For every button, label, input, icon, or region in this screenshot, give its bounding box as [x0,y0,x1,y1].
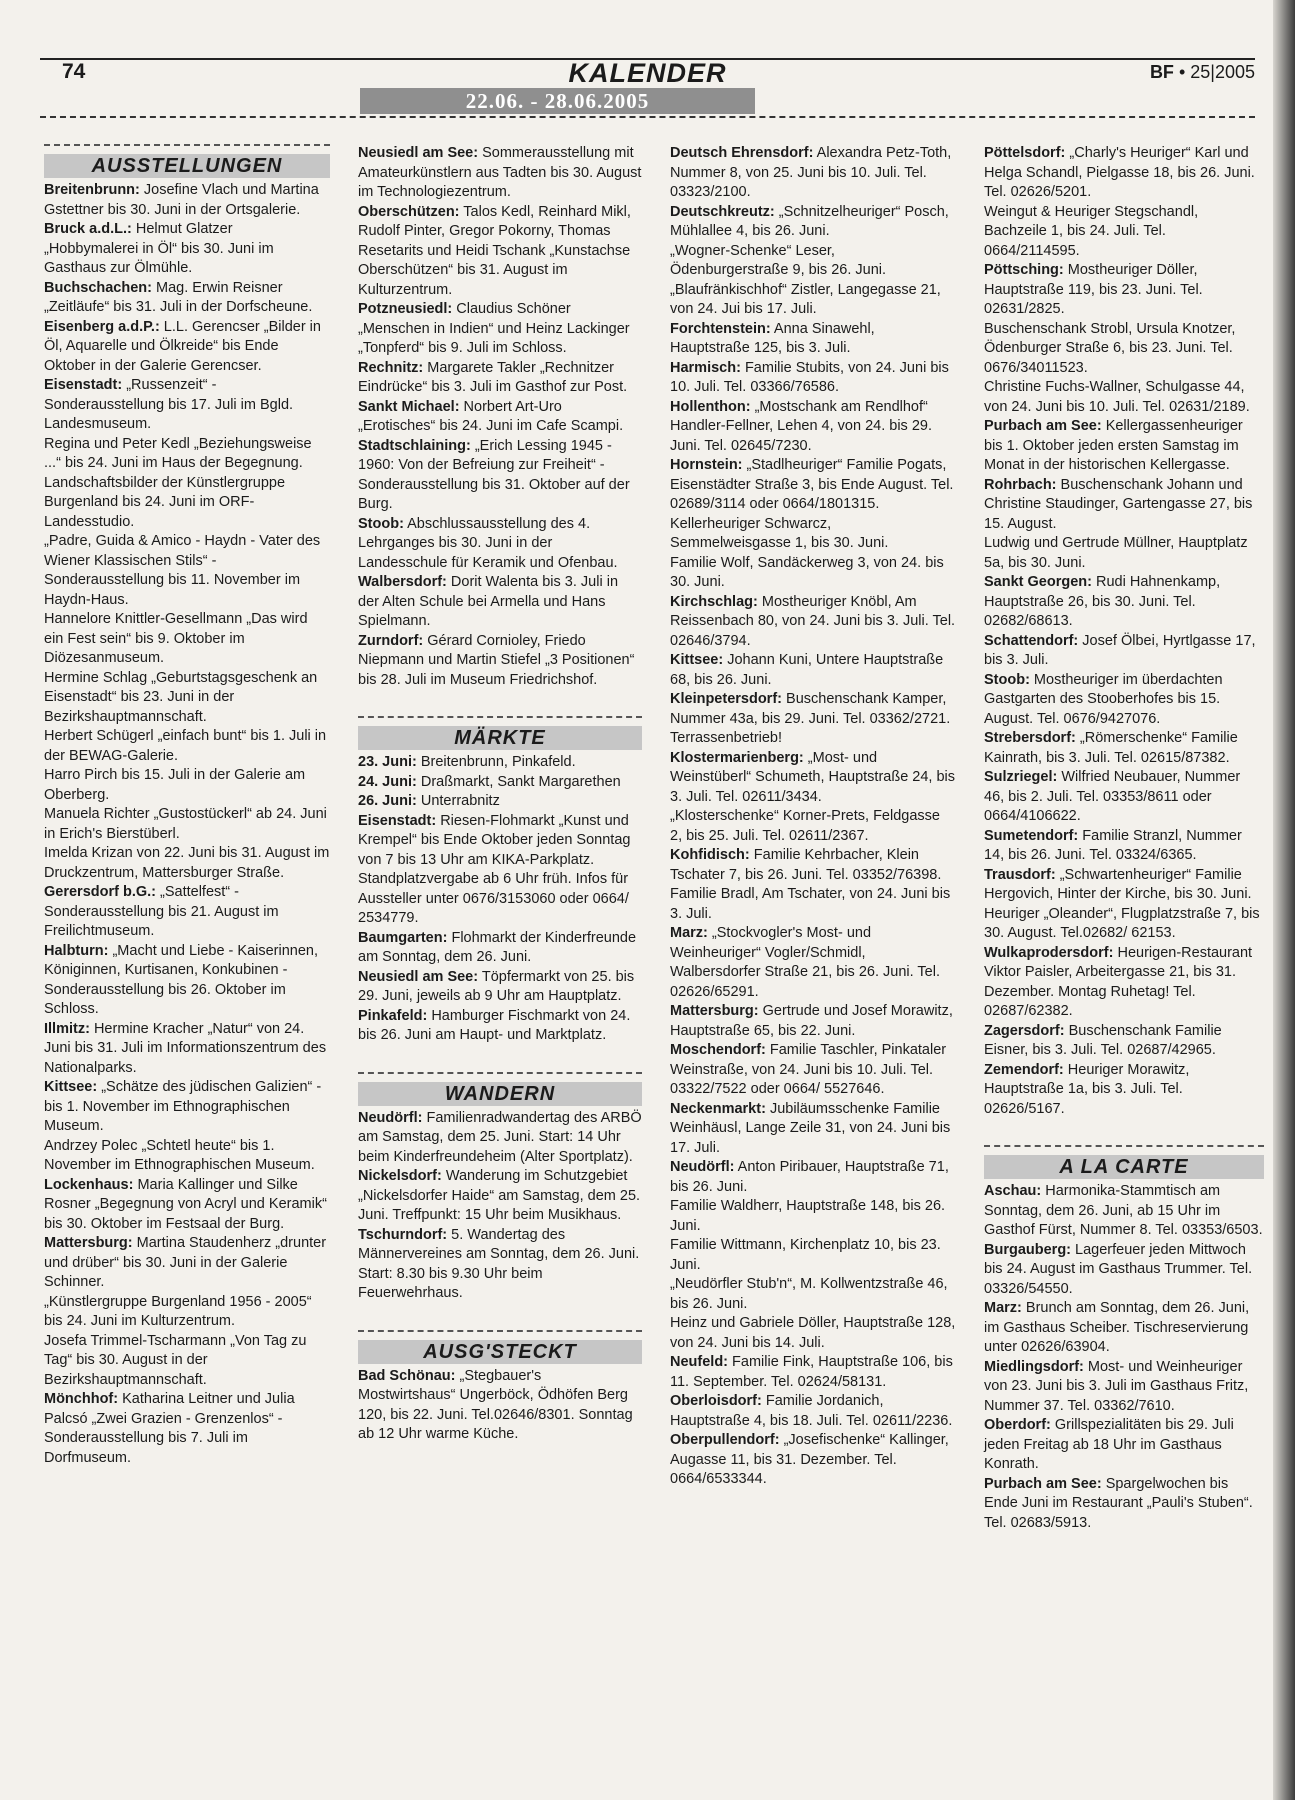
entry-place: Nickelsdorf: [358,1168,442,1184]
entry-place: Mönchhof: [44,1391,119,1407]
entry-place: 26. Juni: [358,793,417,809]
entry-text: „Josefischenke“ Kallinger, Augasse 11, bis 31. Dezember. Tel. 0664/6533344. [670,1432,949,1487]
entry-text: Buschenschank Johann und Christine Staudinger, Gartengasse 27, bis 15. August. [984,476,1253,532]
calendar-entry [44,1332,330,1391]
section-ausgsteckt [358,1330,642,1364]
entry-text: „Wogner-Schenke“ Leser, Ödenburgerstraße 9, bis 26. Juni. [670,242,887,278]
calendar-entry [670,398,956,457]
entry-text: Wilfried Neubauer, Nummer 46, bis 2. Juli. Tel. 03353/8611 oder 0664/4106622. [984,769,1241,824]
calendar-entry [358,1367,642,1445]
calendar-entry [44,435,330,474]
section-maerkte [358,716,642,750]
entry-place: Tschurndorf: [358,1226,448,1243]
column-1 [44,144,330,1468]
entry-text: Margarete Takler „Rechnitzer Eindrücke“ bis 3. Juli im Gasthof zur Post. [358,359,628,395]
entry-place: Marz: [984,1300,1022,1316]
calendar-entry [984,476,1264,535]
entry-place: Kittsee: [670,652,724,668]
entry-text: Gérard Cornioley, Friedo Niepmann und Martin Stiefel „3 Positionen“ bis 28. Juli im Museum Friedrichshof. [358,632,635,688]
entry-text: Talos Kedl, Reinhard Mikl, Rudolf Pinter, Gregor Pokorny, Thomas Resetarits und Heidi Tschank „Kunstachse Oberschützen“ bis 31. August im Kulturzentrum. [358,203,631,298]
entry-place: Neckenmarkt: [670,1100,766,1117]
entry-text: Familie Wolf, Sandäckerweg 3, von 24. bis 30. Juni. [670,554,944,590]
date-range: 22.06. - 28.06.2005 [360,88,755,114]
calendar-entry [670,593,956,652]
issue-number: • 25|2005 [1178,62,1255,82]
entry-place: Rohrbach: [984,476,1057,493]
entry-place: Mattersburg: [44,1235,133,1251]
entry-text: „Schätze des jüdischen Galizien“ - bis 1. November im Ethnographischen Museum. [44,1079,322,1134]
calendar-entry [44,610,330,669]
entry-place: Gerersdorf b.G.: [44,884,156,900]
calendar-entry [358,968,642,1007]
entry-place: Stoob: [984,671,1030,688]
calendar-entry [984,866,1264,905]
calendar-entry [44,376,330,435]
entry-place: Rechnitz: [358,359,424,376]
entry-text: Familie Bradl, Am Tschater, von 24. Juni bis 3. Juli. [670,886,951,922]
calendar-entry [358,753,642,773]
entry-text: Spargelwochen bis Ende Juni im Restaurant „Pauli's Stuben“. Tel. 02683/5913. [984,1475,1253,1531]
entry-text: Ludwig und Gertrude Müllner, Hauptplatz 5a, bis 30. Juni. [984,535,1248,571]
entry-text: Grillspezialitäten bis 29. Juli jeden Freitag ab 18 Uhr im Gasthaus Konrath. [984,1417,1234,1472]
entry-place: Eisenberg a.d.P.: [44,318,160,335]
entry-text: Hannelore Knittler-Gesellmann „Das wird ein Fest sein“ bis 9. Oktober im Diözesanmuseum. [44,611,308,666]
calendar-entry [44,279,330,318]
entry-text: Töpfermarkt von 25. bis 29. Juni, jeweils ab 9 Uhr am Hauptplatz. [358,968,635,1004]
header-divider [40,116,1255,118]
calendar-entry [984,1475,1264,1534]
entry-text: L.L. Gerencser „Bilder in Öl, Aquarelle und Ölkreide“ bis Ende Oktober in der Galerie Gerencser. [44,318,321,374]
entry-place: Sankt Michael: [358,398,460,415]
entry-text: Familie Taschler, Pinkataler Weinstraße, von 24. Juni bis 10. Juli. Tel. 03322/7522 oder 0664/ 5527646. [670,1042,947,1097]
entry-list [358,144,642,690]
entry-place: Neusiedl am See: [358,968,479,985]
entry-place: Eisenstadt: [358,812,437,829]
entry-place: Miedlingsdorf: [984,1358,1084,1375]
entry-text: Christine Fuchs-Wallner, Schulgasse 44, von 24. Juni bis 10. Juli. Tel. 02631/2189. [984,379,1250,415]
entry-text: Breitenbrunn, Pinkafeld. [416,754,576,770]
entry-text: „Padre, Guida & Amico - Haydn - Vater des Wiener Klassischen Stils“ - Sonderausstellung bis 11. November im Haydn-Haus. [44,533,321,608]
calendar-entry [44,318,330,377]
entry-place: Kohfidisch: [670,847,750,863]
entry-place: Walbersdorf: [358,574,447,590]
calendar-entry [44,844,330,883]
entry-place: 23. Juni: [358,754,417,770]
entry-text: Abschlussausstellung des 4. Lehrganges bis 30. Juni in der Landesschule für Keramik und Ofenbau. [358,515,618,571]
page-edge-shadow [1273,0,1295,1800]
entry-place: Buchschachen: [44,279,152,296]
entry-place: Klostermarienberg: [670,749,804,766]
entry-text: Manuela Richter „Gustostückerl“ ab 24. Juni in Erich's Bierstüberl. [44,806,327,842]
entry-text: „Russenzeit“ - Sonderausstellung bis 17. Juli im Bgld. Landesmuseum. [44,377,294,432]
entry-place: Neusiedl am See: [358,145,479,161]
calendar-entry [670,690,956,749]
entry-place: Oberpullendorf: [670,1432,780,1448]
calendar-entry [670,846,956,885]
calendar-entry [670,651,956,690]
entry-text: Mostheuriger Döller, Hauptstraße 119, bis 23. Juni. Tel. 02631/2825. [984,262,1203,317]
entry-place: Neufeld: [670,1354,728,1370]
calendar-entry [984,417,1264,476]
entry-text: Sommerausstellung mit Amateurkünstlern aus Tadten bis 30. August im Technologiezentrum. [358,145,642,200]
entry-text: Heinz und Gabriele Döller, Hauptstraße 128, von 24. Juni bis 14. Juli. [670,1315,956,1351]
calendar-entry [670,1158,956,1197]
entry-text: Josefa Trimmel-Tscharmann „Von Tag zu Tag“ bis 30. August in der Bezirkshauptmannschaft. [44,1332,307,1388]
entry-place: Strebersdorf: [984,730,1076,746]
entry-place: Baumgarten: [358,929,448,946]
page-number: 74 [62,60,86,83]
entry-place: Zurndorf: [358,632,424,649]
entry-place: Lockenhaus: [44,1176,134,1193]
calendar-entry [984,1358,1264,1417]
calendar-entry [984,1241,1264,1300]
calendar-entry [984,1022,1264,1061]
calendar-entry [670,144,956,203]
calendar-entry [358,792,642,812]
calendar-entry [670,1236,956,1275]
entry-text: Flohmarkt der Kinderfreunde am Sonntag, dem 26. Juni. [358,929,637,965]
entry-place: Purbach am See: [984,418,1102,434]
entry-place: Sumetendorf: [984,827,1079,844]
entry-text: Maria Kallinger und Silke Rosner „Begegnung von Acryl und Keramik“ bis 30. Oktober im Festsaal der Burg. [44,1176,327,1232]
entry-text: Josef Ölbei, Hyrtlgasse 17, bis 3. Juli. [984,632,1256,668]
entry-text: Familie Stranzl, Nummer 14, bis 26. Juni. Tel. 03324/6365. [984,827,1242,863]
section-heading: MÄRKTE [358,726,642,750]
calendar-entry [984,573,1264,632]
entry-text: Most- und Weinheuriger von 23. Juni bis 3. Juli im Gasthaus Fritz, Nummer 37. Tel. 03362/7610. [984,1358,1249,1414]
calendar-entry [358,1167,642,1226]
calendar-entry [358,398,642,437]
calendar-entry [670,1100,956,1159]
entry-text: Gertrude und Josef Morawitz, Hauptstraße 65, bis 22. Juni. [670,1003,953,1039]
entry-text: Martina Staudenherz „drunter und drüber“ bis 30. Juni in der Galerie Schinner. [44,1235,327,1290]
entry-place: Breitenbrunn: [44,182,140,198]
section-wandern [358,1072,642,1106]
calendar-entry [358,437,642,515]
entry-text: „Most- und Weinstüberl“ Schumeth, Hauptstraße 24, bis 3. Juli. Tel. 02611/3434. [670,749,956,805]
entry-place: Mattersburg: [670,1003,759,1019]
entry-text: Kellergassenheuriger bis 1. Oktober jeden ersten Samstag im Monat in der historischen Kellergasse. [984,418,1243,473]
entry-text: Landschaftsbilder der Künstlergruppe Burgenland bis 24. Juni im ORF-Landesstudio. [44,474,286,530]
entry-place: Forchtenstein: [670,320,771,337]
entry-text: „Mostschank am Rendlhof“ Handler-Fellner, Lehen 4, von 24. bis 29. Juni. Tel. 02645/7230. [670,398,932,454]
column-2 [358,144,642,1445]
calendar-entry [984,378,1264,417]
entry-place: Oberdorf: [984,1417,1051,1433]
calendar-entry [44,805,330,844]
entry-text: Claudius Schöner „Menschen in Indien“ und Heinz Lackinger „Tonpferd“ bis 9. Juli im Schloss. [358,301,630,356]
entry-text: Brunch am Sonntag, dem 26. Juni, im Gasthaus Scheiber. Tischreservierung unter 02626/63904. [984,1300,1250,1355]
section-heading: A LA CARTE [984,1155,1264,1179]
entry-list [358,1109,642,1304]
entry-place: Moschendorf: [670,1042,766,1058]
entry-text: Helmut Glatzer „Hobbymalerei in Öl“ bis 30. Juni im Gasthaus zur Ölmühle. [44,221,274,276]
entry-text: „Schwartenheuriger“ Familie Hergovich, Hinter der Kirche, bis 30. Juni. [984,866,1252,902]
entry-text: „Stadlheuriger“ Familie Pogats, Eisenstädter Straße 3, bis Ende August. Tel. 02689/3114 oder 0664/1801315. [670,457,954,512]
entry-text: Wanderung im Schutzgebiet „Nickelsdorfer Haide“ am Samstag, dem 25. Juni. Treffpunkt: 15 Uhr beim Musikhaus. [358,1168,641,1223]
calendar-entry [984,261,1264,320]
calendar-entry [44,532,330,610]
calendar-entry [984,632,1264,671]
entry-text: Regina und Peter Kedl „Beziehungsweise ...“ bis 24. Juni im Haus der Begegnung. [44,435,312,471]
entry-text: „Klosterschenke“ Korner-Prets, Feldgasse 2, bis 25. Juli. Tel. 02611/2367. [670,808,940,844]
entry-text: Alexandra Petz-Toth, Nummer 8, von 25. Juni bis 10. Juli. Tel. 03323/2100. [670,145,952,200]
entry-place: Illmitz: [44,1020,90,1037]
calendar-entry [44,1137,330,1176]
entry-text: Buschenschank Kamper, Nummer 43a, bis 29. Juni. Tel. 03362/2721. Terrassenbetrieb! [670,691,951,746]
entry-place: Aschau: [984,1183,1042,1199]
entry-text: Familie Fink, Hauptstraße 106, bis 11. September. Tel. 02624/58131. [670,1354,953,1390]
calendar-entry [984,144,1264,203]
entry-list [44,181,330,1468]
entry-text: „Künstlergruppe Burgenland 1956 - 2005“ bis 24. Juni im Kulturzentrum. [44,1293,312,1329]
calendar-entry [670,242,956,281]
entry-place: Deutschkreutz: [670,203,775,220]
calendar-entry [44,1390,330,1468]
calendar-entry [44,181,330,220]
entry-text: Familie Waldherr, Hauptstraße 148, bis 26. Juni. [670,1198,946,1234]
entry-text: „Stegbauer's Mostwirtshaus“ Ungerböck, Ödhöfen Berg 120, bis 22. Juni. Tel.02646/8301. Sonntag ab 12 Uhr warme Küche. [358,1367,633,1442]
entry-text: Mostheuriger Knöbl, Am Reissenbach 80, von 24. Juni bis 3. Juli. Tel. 02646/3794. [670,593,956,649]
section-title: KALENDER [568,58,727,88]
calendar-entry [984,827,1264,866]
entry-text: Hamburger Fischmarkt von 24. bis 26. Juni am Haupt- und Marktplatz. [358,1007,631,1043]
calendar-entry [358,515,642,574]
entry-place: Stadtschlaining: [358,437,471,454]
entry-text: Familie Jordanich, Hauptstraße 4, bis 18. Juli. Tel. 02611/2236. [670,1393,953,1429]
entry-place: Schattendorf: [984,632,1079,649]
issue-info [1150,62,1255,83]
entry-text: Andrzey Polec „Schtetl heute“ bis 1. November im Ethnographischen Museum. [44,1137,315,1173]
entry-text: Josefine Vlach und Martina Gstettner bis 30. Juni in der Ortsgalerie. [44,182,319,218]
entry-text: Harro Pirch bis 15. Juli in der Galerie am Oberberg. [44,767,306,803]
entry-text: Heuriger Morawitz, Hauptstraße 1a, bis 3. Juli. Tel. 02626/5167. [984,1061,1190,1117]
entry-place: Kirchschlag: [670,593,758,610]
calendar-entry [358,773,642,793]
entry-text: Jubiläumsschenke Familie Weinhäusl, Lange Zeile 31, von 24. Juni bis 17. Juli. [670,1100,951,1156]
calendar-entry [670,1197,956,1236]
section-heading: WANDERN [358,1082,642,1106]
calendar-entry [44,1176,330,1235]
column-3 [670,144,956,1490]
entry-text: „Neudörfler Stub'n“, M. Kollwentzstraße 46, bis 26. Juni. [670,1276,948,1312]
calendar-entry [670,924,956,1002]
entry-text: Familie Wittmann, Kirchenplatz 10, bis 23. Juni. [670,1237,941,1273]
calendar-entry [670,359,956,398]
entry-place: Hornstein: [670,457,743,473]
entry-place: Zagersdorf: [984,1022,1065,1039]
entry-place: 24. Juni: [358,773,417,790]
calendar-entry [984,729,1264,768]
brand: BF [1149,62,1174,82]
entry-list [984,1182,1264,1533]
entry-place: Halbturn: [44,942,109,959]
entry-text: 5. Wandertag des Männervereines am Sonntag, dem 26. Juni. Start: 8.30 bis 9.30 Uhr beim Feuerwehrhaus. [358,1226,640,1301]
entry-place: Neudörfl: [358,1109,423,1126]
entry-place: Sulzriegel: [984,769,1058,785]
entry-text: Draßmarkt, Sankt Margarethen [416,773,621,790]
section-heading: AUSG'STECKT [358,1340,642,1364]
calendar-entry [670,1002,956,1041]
entry-place: Purbach am See: [984,1475,1102,1492]
calendar-entry [984,320,1264,379]
calendar-entry [358,300,642,359]
calendar-entry [44,474,330,533]
calendar-entry [358,144,642,203]
entry-place: Deutsch Ehrensdorf: [670,145,814,161]
calendar-entry [670,1275,956,1314]
entry-text: Katharina Leitner und Julia Palcsó „Zwei Grazien - Grenzenlos“ - Sonderausstellung bis 7. Juli im Dorfmuseum. [44,1391,295,1466]
calendar-entry [44,727,330,766]
entry-text: „Römerschenke“ Familie Kainrath, bis 3. Juli. Tel. 02615/87382. [984,730,1238,766]
calendar-entry [984,1416,1264,1475]
calendar-entry [984,1182,1264,1241]
calendar-entry [670,203,956,242]
calendar-entry [670,1353,956,1392]
entry-place: Zemendorf: [984,1061,1064,1078]
calendar-entry [44,669,330,728]
entry-place: Oberschützen: [358,203,460,220]
calendar-entry [44,942,330,1020]
calendar-entry [358,812,642,929]
calendar-entry [44,883,330,942]
page-header [40,58,1255,88]
calendar-entry [358,359,642,398]
calendar-entry [984,203,1264,262]
entry-text: „Stockvogler's Most- und Weinheuriger“ Vogler/Schmidl, Walbersdorfer Straße 21, bis 26. Juni. Tel. 02626/65291. [670,925,940,1000]
calendar-entry [670,749,956,808]
entry-text: Heuriger „Oleander“, Flugplatzstraße 7, bis 30. August. Tel.02682/ 62153. [984,905,1260,941]
entry-text: Lagerfeuer jeden Mittwoch bis 24. August im Gasthaus Trummer. Tel. 03326/54550. [984,1241,1253,1297]
entry-text: Unterrabnitz [416,793,500,809]
calendar-entry [670,1392,956,1431]
entry-list [984,144,1264,1119]
entry-place: Marz: [670,925,708,941]
section-heading: AUSSTELLUNGEN [44,154,330,178]
entry-text: Familienradwandertag des ARBÖ am Samstag, dem 25. Juni. Start: 14 Uhr beim Kinderfreundeheim (Alter Sportplatz). [358,1109,642,1165]
entry-text: Harmonika-Stammtisch am Sonntag, dem 26. Juni, ab 15 Uhr im Gasthof Fürst, Nummer 8. Tel. 03353/6503. [984,1183,1263,1238]
section-ausstellungen [44,144,330,178]
calendar-entry [44,1020,330,1079]
entry-place: Wulkaprodersdorf: [984,944,1114,961]
entry-text: Anna Sinawehl, Hauptstraße 125, bis 3. Juli. [670,320,875,356]
calendar-entry [670,456,956,515]
entry-text: Buschenschank Strobl, Ursula Knotzer, Ödenburger Straße 6, bis 23. Juni. Tel. 0676/34011523. [984,320,1236,376]
entry-place: Hollenthon: [670,398,751,415]
calendar-entry [358,632,642,691]
calendar-entry [358,1007,642,1046]
entry-text: Mag. Erwin Reisner „Zeitläufe“ bis 31. Juli in der Dorfscheune. [44,279,313,315]
entry-text: Dorit Walenta bis 3. Juli in der Alten Schule bei Armella und Hans Spielmann. [358,574,619,629]
calendar-entry [984,944,1264,1022]
section-a-la-carte [984,1145,1264,1179]
entry-text: „Macht und Liebe - Kaiserinnen, Königinnen, Kurtisanen, Konkubinen - Sonderausstellung bis 26. Oktober im Schloss. [44,942,319,1017]
entry-place: Neudörfl: [670,1159,735,1175]
entry-place: Potzneusiedl: [358,301,453,317]
entry-place: Pöttsching: [984,262,1064,278]
calendar-entry [44,1234,330,1293]
entry-place: Oberloisdorf: [670,1393,762,1409]
calendar-entry [670,885,956,924]
calendar-entry [670,1431,956,1490]
calendar-entry [670,807,956,846]
calendar-entry [670,554,956,593]
entry-place: Eisenstadt: [44,377,123,393]
calendar-entry [358,573,642,632]
entry-text: „Blaufränkischhof“ Zistler, Langegasse 21, von 24. Jui bis 17. Juli. [670,281,941,317]
calendar-entry [984,671,1264,730]
calendar-entry [670,515,956,554]
calendar-entry [670,1041,956,1100]
entry-place: Stoob: [358,515,404,532]
entry-place: Sankt Georgen: [984,574,1092,590]
calendar-entry [984,1299,1264,1358]
column-4 [984,144,1264,1533]
entry-text: „Erich Lessing 1945 - 1960: Von der Befreiung zur Freiheit“ - Sonderausstellung bis 31. Oktober auf der Burg. [358,437,630,512]
entry-place: Harmisch: [670,359,741,376]
entry-text: Weingut & Heuriger Stegschandl, Bachzeile 1, bis 24. Juli. Tel. 0664/2114595. [984,203,1199,259]
entry-text: Anton Piribauer, Hauptstraße 71, bis 26. Juni. [670,1159,949,1195]
entry-text: Familie Stubits, von 24. Juni bis 10. Juli. Tel. 03366/76586. [670,359,949,395]
calendar-entry [984,1061,1264,1120]
entry-text: Riesen-Flohmarkt „Kunst und Krempel“ bis Ende Oktober jeden Sonntag von 7 bis 13 Uhr am KIKA-Parkplatz. Standplatzvergabe ab 6 Uhr früh. Infos für Aussteller unter 0676/3153060 oder 0664/ 2534779. [358,812,631,926]
entry-text: Mostheuriger im überdachten Gastgarten des Stooberhofes bis 15. August. Tel. 0676/9427076. [984,671,1223,727]
entry-place: Kleinpetersdorf: [670,691,782,707]
entry-place: Burgauberg: [984,1241,1071,1258]
calendar-entry [984,768,1264,827]
calendar-entry [358,1226,642,1304]
entry-list [358,1367,642,1445]
entry-place: Bad Schönau: [358,1367,456,1384]
entry-text: Hermine Schlag „Geburtstagsgeschenk an Eisenstadt“ bis 23. Juni in der Bezirkshauptmannschaft. [44,669,318,725]
entry-text: „Charly's Heuriger“ Karl und Helga Schandl, Pielgasse 18, bis 26. Juni. Tel. 02626/5201. [984,145,1255,200]
entry-text: Johann Kuni, Untere Hauptstraße 68, bis 26. Juni. [670,652,944,688]
entry-place: Bruck a.d.L.: [44,221,132,237]
entry-place: Pöttelsdorf: [984,145,1066,161]
entry-text: „Sattelfest“ - Sonderausstellung bis 21. August im Freilichtmuseum. [44,884,279,939]
entry-text: Hermine Kracher „Natur“ von 24. Juni bis 31. Juli im Informationszentrum des Nationalparks. [44,1020,327,1076]
calendar-entry [984,905,1264,944]
entry-text: Heurigen-Restaurant Viktor Paisler, Arbeitergasse 21, bis 31. Dezember. Montag Ruhetag! Tel. 02687/62382. [984,944,1253,1019]
entry-text: Rudi Hahnenkamp, Hauptstraße 26, bis 30. Juni. Tel. 02682/68613. [984,574,1221,629]
calendar-entry [358,1109,642,1168]
entry-text: „Schnitzelheuriger“ Posch, Mühlallee 4, bis 26. Juni. [670,203,949,239]
calendar-entry [44,766,330,805]
entry-text: Kellerheuriger Schwarcz, Semmelweisgasse 1, bis 30. Juni. [670,515,889,551]
entry-text: Herbert Schügerl „einfach bunt“ bis 1. Juli in der BEWAG-Galerie. [44,728,327,764]
calendar-entry [358,929,642,968]
entry-text: Imelda Krizan von 22. Juni bis 31. August im Druckzentrum, Mattersburger Straße. [44,845,330,881]
calendar-entry [670,1314,956,1353]
calendar-entry [44,1293,330,1332]
entry-place: Trausdorf: [984,866,1056,883]
entry-list [358,753,642,1046]
entry-list [670,144,956,1490]
calendar-entry [984,534,1264,573]
calendar-entry [670,281,956,320]
calendar-entry [44,220,330,279]
calendar-entry [358,203,642,301]
calendar-entry [670,320,956,359]
calendar-entry [44,1078,330,1137]
entry-text: Norbert Art-Uro „Erotisches“ bis 24. Juni im Cafe Scampi. [358,398,624,434]
entry-text: Familie Kehrbacher, Klein Tschater 7, bis 26. Juni. Tel. 03352/76398. [670,847,942,883]
entry-place: Kittsee: [44,1079,98,1095]
entry-place: Pinkafeld: [358,1007,428,1024]
entry-text: Buschenschank Familie Eisner, bis 3. Juli. Tel. 02687/42965. [984,1022,1222,1058]
